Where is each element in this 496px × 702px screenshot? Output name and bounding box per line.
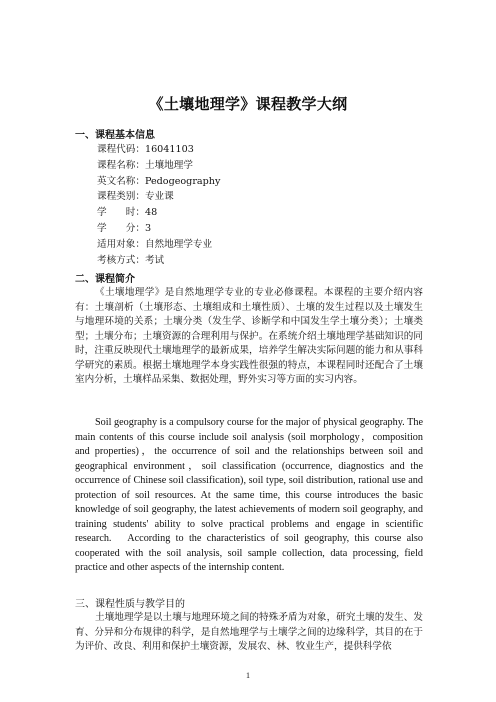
course-info-list — [97, 142, 220, 268]
course-category-row: 课程类别：专业课 — [97, 191, 174, 203]
section-2-heading: 二、课程简介 — [75, 274, 135, 285]
intro-paragraph-zh: 《土壤地理学》是自然地理学专业的专业必修课程。本课程的主要介绍内容有：土壤剖析（土壤形态、土壤组成和土壤性质）、土壤的发生过程以及土壤发生与地理环境的关系；土壤分类（发生学、诊断学和中国发生学土壤分类）；土壤类型；土壤分布；土壤资源的合理利用与保护。在系统介绍土壤地理学基础知识的同时，注重反映现代土壤地理学的最新成果，培养学生解决实际问题的能力和从事科学研究的素质。根据土壤地理学本身实践性很强的特点，本课程同时还配合了土壤室内分析，土壤样品采集、数据处理，野外实习等方面的实习内容。 — [75, 287, 423, 385]
page-title: 《土壤地理学》课程教学大纲 — [148, 95, 348, 113]
audience-row: 适用对象：自然地理学专业 — [97, 238, 213, 250]
page-number: 1 — [246, 671, 250, 680]
section-3-heading: 三、课程性质与教学目的 — [75, 599, 185, 610]
english-name-row: 英文名称：Pedogeography — [97, 175, 221, 187]
nature-paragraph-zh: 土壤地理学是以土壤与地理环境之间的特殊矛盾为对象，研究土壤的发生、发育、分异和分布规律的科学，是自然地理学与土壤学之间的边缘科学，其目的在于为评价、改良、利用和保护土壤资源，发展农、林、牧业生产，提供科学依 — [75, 612, 423, 652]
section-1-heading: 一、课程基本信息 — [75, 130, 155, 141]
course-name-row: 课程名称：土壤地理学 — [97, 159, 193, 171]
intro-paragraph-en: Soil geography is a compulsory course for the major of physical geography. The main contents of this course include soil analysis (soil morphology，composition and properties)，the occurrence of soil and the relationships between soil and geographical environment，soil classification (occurrence, diagnostics and the occurrence of Chinese soil classification), soil type, soil distribution, rational use and protection of soil resources. At the same time, this course introduces the basic knowledge of soil geography, the latest achievements of modern soil geography, and training students' ability to solve practical problems and engage in scientific research. According to the characteristics of soil geography, this course also cooperated with the soil analysis, soil sample collection, data processing, field practice and other aspects of the internship content. — [75, 417, 423, 573]
course-code-row: 课程代码：16041103 — [97, 144, 194, 155]
hours-row: 学 时：48 — [97, 207, 158, 219]
assessment-row: 考核方式：考试 — [97, 254, 165, 266]
credits-row: 学 分：3 — [97, 222, 152, 234]
